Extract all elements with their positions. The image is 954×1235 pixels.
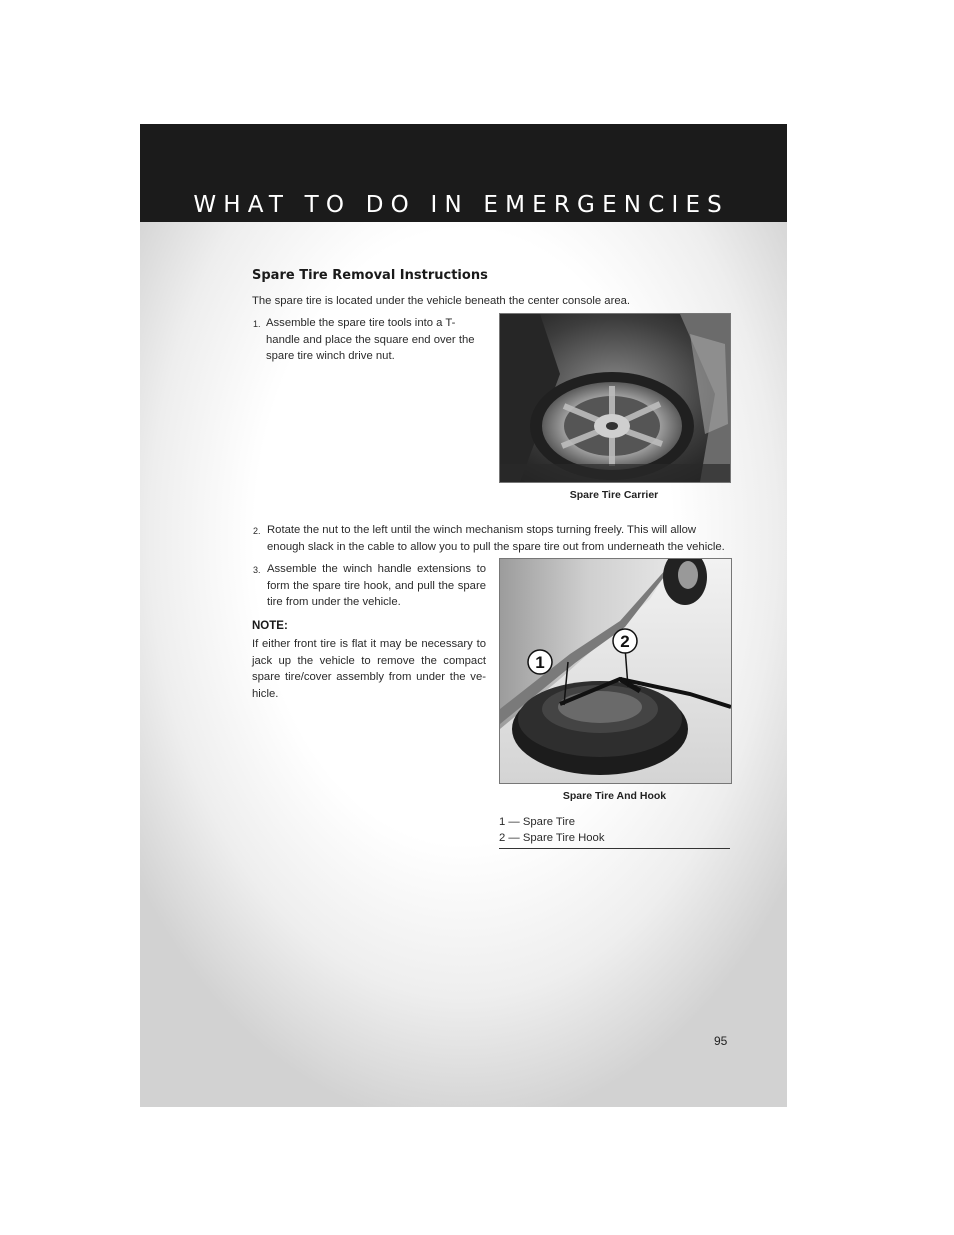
- spare-tire-carrier-photo: [499, 313, 731, 483]
- step-2-number: 2.: [253, 526, 261, 536]
- figure-2-caption: Spare Tire And Hook: [562, 790, 667, 802]
- note-text: If either front tire is flat it may be necessary to jack up the vehicle to remove the compact spare tire/cover assembly from under the ve-hicle.: [252, 638, 486, 700]
- chapter-banner: [140, 124, 787, 222]
- legend-divider: [499, 848, 730, 849]
- page-number: 95: [714, 1034, 728, 1048]
- callout-2-label: 2: [620, 632, 630, 651]
- spare-tire-hook-photo: [499, 558, 732, 784]
- step-3-number: 3.: [253, 565, 261, 575]
- intro-paragraph: The spare tire is located under the vehicle beneath the center console area.: [252, 295, 631, 307]
- callout-1-label: 1: [535, 653, 545, 672]
- note-label: NOTE:: [252, 620, 288, 632]
- step-3-text: Assemble the winch handle extensions to form the spare tire hook, and pull the spare tire from under the vehicle.: [267, 563, 486, 608]
- legend-item-1: 1 — Spare Tire: [499, 816, 575, 828]
- step-1-number: 1.: [253, 319, 261, 329]
- chapter-title: WHAT TO DO IN EMERGENCIES: [193, 192, 729, 218]
- legend-item-2: 2 — Spare Tire Hook: [499, 832, 605, 844]
- step-1-text: Assemble the spare tire tools into a T-handle and place the square end over the spare tire winch drive nut.: [266, 317, 475, 362]
- step-2-text: Rotate the nut to the left until the winch mechanism stops turning freely. This will allow enough slack in the cable to allow you to pull the spare tire out from underneath the vehicle.: [267, 524, 725, 553]
- figure-1-caption: Spare Tire Carrier: [569, 489, 659, 501]
- section-heading: Spare Tire Removal Instructions: [252, 268, 488, 283]
